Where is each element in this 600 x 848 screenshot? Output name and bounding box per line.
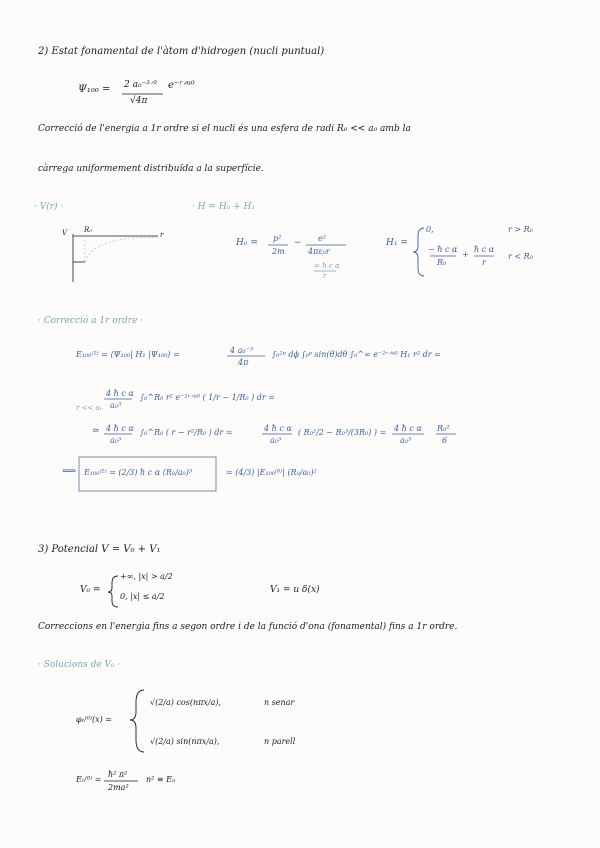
section2-heading: 2) Estat fonamental de l'àtom d'hidrogen (nucli puntual) bbox=[38, 46, 325, 57]
h1-cond2: r < R₀ bbox=[508, 252, 533, 261]
phi-even: √(2/a) sin(nπx/a), bbox=[150, 737, 220, 746]
eq3-mid-den: a₀³ bbox=[270, 436, 282, 445]
side-note: r << a₀ bbox=[76, 404, 103, 412]
result-equation: E₁₀₀⁽¹⁾ = (2/3) ħ c α (R₀/a₀)³ bbox=[84, 468, 193, 477]
graph-r-axis-label: r bbox=[160, 231, 164, 239]
eq2-num: 4 ħ c α bbox=[106, 389, 134, 398]
eq3-res-num: R₀² bbox=[437, 424, 450, 433]
psi-lhs: Ψ₁₀₀ = bbox=[78, 84, 111, 95]
eq2-integral: ∫₀^R₀ r² e⁻²ʳᐟᵃ⁰ ( 1/r − 1/R₀ ) dr = bbox=[140, 393, 275, 402]
en-den: 2ma² bbox=[108, 783, 129, 792]
h0-lhs: H₀ = bbox=[236, 238, 258, 248]
v0-case2: 0, |x| ≤ a/2 bbox=[120, 592, 165, 601]
h0-2m: 2m bbox=[272, 247, 285, 256]
psi-denominator: √4π bbox=[130, 96, 148, 106]
problem-line-2: càrrega uniformement distribuïda a la superfície. bbox=[38, 164, 264, 174]
eq1-integrals: ∫₀²ᵖ dϕ ∫₀ᵖ sin(θ)dθ ∫₀^∞ e⁻²ʳᐟᵃ⁰ H₁ r² dr = bbox=[272, 350, 441, 359]
psi-exponential: e⁻ʳᐟᵃ⁰ bbox=[168, 80, 195, 91]
correction-label: · Correcció a 1r ordre · bbox=[38, 316, 144, 326]
phi-odd-cond: n senar bbox=[264, 698, 295, 707]
en-rhs: n² ≡ Eₙ bbox=[146, 775, 176, 784]
eq1-frac-den: 4π bbox=[238, 358, 249, 367]
eq3-res-den: 6 bbox=[442, 436, 448, 445]
result-arrow: ⟹ bbox=[62, 466, 77, 477]
h-label: · H = H₀ + H₁ bbox=[192, 202, 256, 212]
eq3-res-frac-num: 4 ħ c α bbox=[394, 424, 422, 433]
eq3-approx: ≃ bbox=[92, 426, 100, 436]
h1-case2b-den: r bbox=[482, 258, 486, 267]
phi-odd: √(2/a) cos(nπx/a), bbox=[150, 698, 222, 707]
h1-case2a-num: − ħ c α bbox=[428, 245, 458, 254]
h1-case2b-num: ħ c α bbox=[474, 245, 495, 254]
v-label: · V(r) · bbox=[34, 202, 64, 212]
v0-case1: +∞, |x| > a/2 bbox=[120, 572, 173, 581]
h0-alt-num: = ħ c α bbox=[314, 262, 340, 270]
graph-v-axis-label: V bbox=[62, 229, 68, 237]
eq3-integral: ∫₀^R₀ ( r − r²/R₀ ) dr = bbox=[140, 428, 233, 437]
eq3-num: 4 ħ c α bbox=[106, 424, 134, 433]
h1-plus: + bbox=[462, 250, 469, 259]
phi-even-cond: n parell bbox=[264, 737, 296, 746]
psi-numerator: 2 a₀⁻³ᐟ² bbox=[124, 80, 158, 90]
eq3-res-frac-den: a₀³ bbox=[400, 436, 412, 445]
h1-case2a-den: R₀ bbox=[437, 258, 447, 267]
eq3-middle: ( R₀²/2 − R₀³/(3R₀) ) = bbox=[298, 428, 387, 437]
result-alternate: = (4/3) |E₁₀₀⁽⁰⁾| (R₀/a₀)² bbox=[226, 468, 317, 477]
section3-problem: Correccions en l'energia fins a segon ordre i de la funció d'ona (fonamental) fins a 1r ordre. bbox=[38, 622, 458, 632]
v0-lhs: V₀ = bbox=[80, 585, 101, 595]
eq2-den: a₀³ bbox=[110, 401, 122, 410]
h1-cond1: r > R₀ bbox=[508, 225, 533, 234]
h0-denominator: 4πε₀r bbox=[308, 247, 330, 256]
solutions-label: · Solucions de V₀ · bbox=[38, 660, 121, 670]
v1-definition: V₁ = u δ(x) bbox=[270, 585, 320, 595]
notes-page: 2) Estat fonamental de l'àtom d'hidrogen (nucli puntual) Ψ₁₀₀ = 2 a₀⁻³ᐟ² √4π e⁻ʳᐟᵃ⁰ Correcció de l'energia a 1r ordre si el nucli és una esfera de radi R₀ << a₀ amb la càrrega uniformement distribuïda a la superfície. · V(r) · · H = H₀ + H₁ V R₀ r H₀ = p² 2m − e² 4πε₀r = ħ c α r H₁ = 0, r > R₀ − ħ c α R₀ + ħ c α r r < R₀ · Correcció a 1r ordre · E₁₀₀⁽¹⁾ = ⟨Ψ₁₀₀| H₁ |Ψ₁₀₀⟩ = 4 a₀⁻³ 4π ∫₀²ᵖ dϕ ∫₀ᵖ sin(θ)dθ ∫₀^∞ e⁻²ʳᐟᵃ⁰ H₁ r² dr = r << a₀ 4 ħ c α a₀³ ∫₀^R₀ r² e⁻²ʳᐟᵃ⁰ ( 1/r − 1/R₀ ) dr = ≃ 4 ħ c α a₀³ ∫₀^R₀ ( r − r²/R₀ ) dr = 4 ħ c α a₀³ ( R₀²/2 − R₀³/(3R₀) ) = 4 ħ c α a₀³ R₀² 6 ⟹ E₁₀₀⁽¹⁾ = (2/3) ħ c α (R₀/a₀)³ = (4/3) |E₁₀₀⁽⁰⁾| (R₀/a₀)² 3) Potencial V = V₀ + V₁ V₀ = +∞, |x| > a/2 0, |x| ≤ a/2 V₁ = u δ(x) Correccions en l'energia fins a segon ordre i de la funció d'ona (fonamental) fins a 1r ordre. · Solucions de V₀ · φₙ⁽⁰⁾(x) = √(2/a) cos(nπx/a), n senar √(2/a) sin(nπx/a), n parell Eₙ⁽⁰⁾ = ħ² π² 2ma² n² ≡ Eₙ bbox=[0, 0, 600, 848]
eq3-den: a₀³ bbox=[110, 436, 122, 445]
eq1-frac-num: 4 a₀⁻³ bbox=[230, 346, 254, 355]
potential-graph bbox=[73, 234, 158, 282]
h1-case1: 0, bbox=[426, 225, 434, 234]
eq3-mid-num: 4 ħ c α bbox=[264, 424, 292, 433]
h0-p2: p² bbox=[273, 234, 282, 243]
h1-lhs: H₁ = bbox=[386, 238, 408, 248]
h0-alt-den: r bbox=[323, 272, 327, 280]
en-lhs: Eₙ⁽⁰⁾ = bbox=[76, 775, 102, 784]
problem-line-1: Correcció de l'energia a 1r ordre si el nucli és una esfera de radi R₀ << a₀ amb la bbox=[38, 124, 411, 134]
eq1-lhs: E₁₀₀⁽¹⁾ = ⟨Ψ₁₀₀| H₁ |Ψ₁₀₀⟩ = bbox=[76, 350, 180, 359]
section3-heading: 3) Potencial V = V₀ + V₁ bbox=[38, 544, 161, 555]
en-num: ħ² π² bbox=[108, 770, 128, 779]
graph-r0-label: R₀ bbox=[84, 226, 93, 234]
phi-lhs: φₙ⁽⁰⁾(x) = bbox=[76, 715, 112, 724]
h0-e2: e² bbox=[318, 234, 326, 243]
